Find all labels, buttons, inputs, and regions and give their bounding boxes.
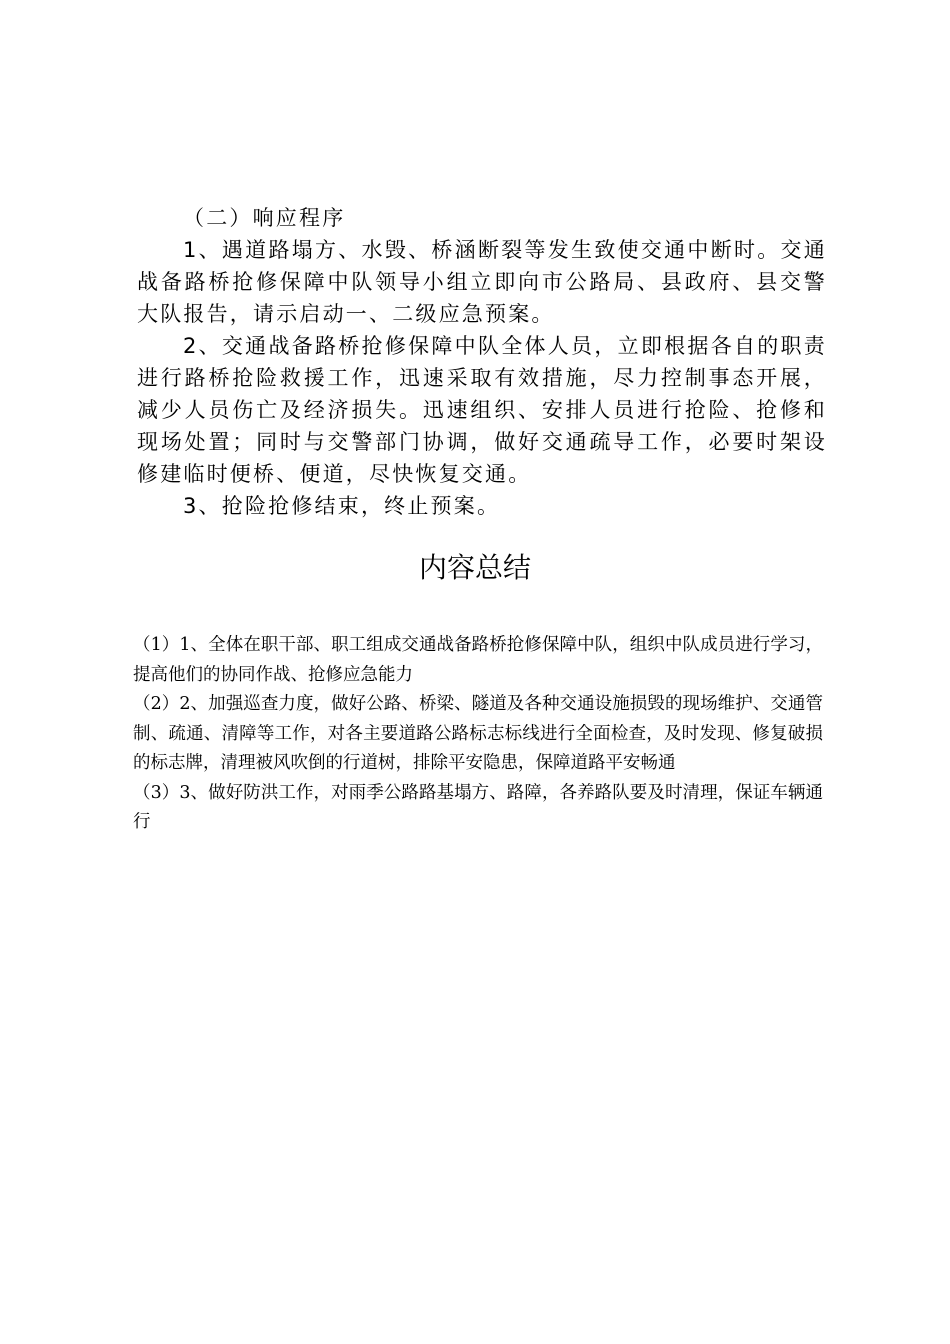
paragraph-1: 1、遇道路塌方、水毁、桥涵断裂等发生致使交通中断时。交通战备路桥抢修保障中队领导小组立即向市公路局、县政府、县交警大队报告，请示启动一、二级应急预案。	[137, 238, 827, 326]
summary-item-3: （3）3、做好防洪工作，对雨季公路路基塌方、路障，各养路队要及时清理，保证车辆通行	[133, 782, 823, 832]
response-procedure-section	[137, 202, 827, 522]
summary-item-2: （2）2、加强巡查力度，做好公路、桥梁、隧道及各种交通设施损毁的现场维护、交通管制、疏通、清障等工作，对各主要道路公路标志标线进行全面检查，及时发现、修复破损的标志牌，清理被风吹倒的行道树，排除平安隐患，保障道路平安畅通	[133, 694, 823, 773]
paragraph-3: 3、抢险抢修结束，终止预案。	[183, 494, 501, 518]
summary-title: 内容总结	[418, 551, 531, 584]
section-heading: （二）响应程序	[183, 206, 346, 230]
paragraph-2: 2、交通战备路桥抢修保障中队全体人员，立即根据各自的职责进行路桥抢险救援工作，迅速采取有效措施，尽力控制事态开展，减少人员伤亡及经济损失。迅速组织、安排人员进行抢险、抢修和现场处置；同时与交警部门协调，做好交通疏导工作，必要时架设修建临时便桥、便道，尽快恢复交通。	[137, 334, 827, 486]
summary-list	[133, 631, 823, 838]
summary-item-1: （1）1、全体在职干部、职工组成交通战备路桥抢修保障中队，组织中队成员进行学习，提高他们的协同作战、抢修应急能力	[133, 635, 823, 685]
